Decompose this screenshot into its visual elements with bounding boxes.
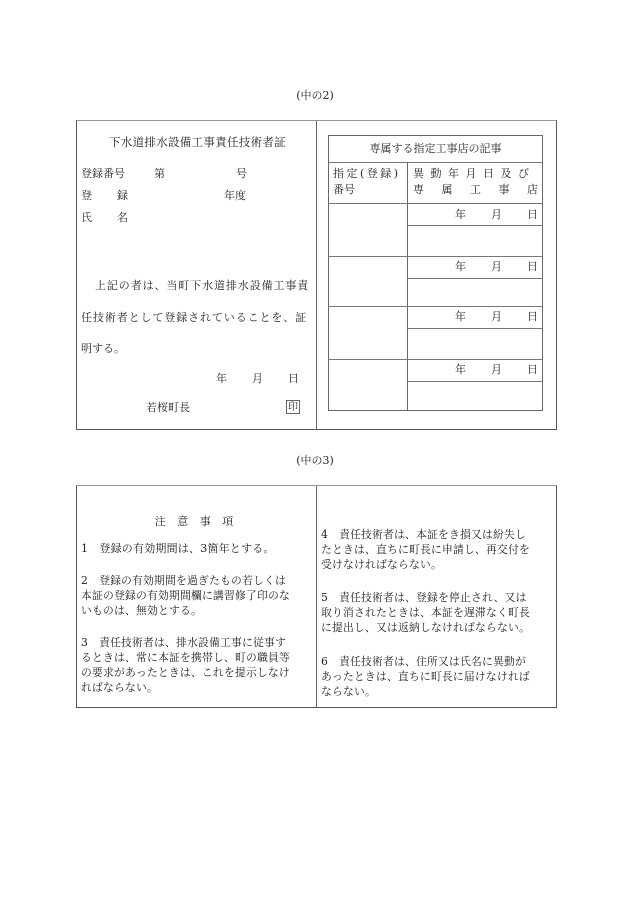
row-year: 年 bbox=[455, 363, 466, 376]
table-rule bbox=[408, 328, 543, 329]
table-rule bbox=[408, 381, 543, 382]
note-line: 2 登録の有効期間を過ぎたもの若しくは bbox=[81, 574, 287, 587]
section-heading-3: (中の3) bbox=[296, 454, 334, 467]
certificate-body-line-1: 上記の者は、当町下水道排水設備工事責 bbox=[95, 279, 310, 292]
table-column-divider bbox=[407, 162, 408, 411]
col1-header-line2: 番号 bbox=[333, 183, 355, 196]
note-line: 本証の登録の有効期間欄に講習修了印のな bbox=[81, 589, 290, 602]
registration-number-suffix: 号 bbox=[236, 167, 247, 180]
notes-title: 注 意 事 項 bbox=[154, 515, 238, 528]
note-line: 取り消されたときは、本証を遅滞なく町長 bbox=[321, 606, 530, 619]
note-6 bbox=[321, 654, 549, 699]
registration-label-2: 録 bbox=[117, 189, 128, 202]
note-line: の要求があったときは、これを提示しなけ bbox=[81, 666, 290, 679]
row-day: 日 bbox=[527, 208, 538, 221]
certificate-body-line-3: 明する。 bbox=[81, 342, 125, 355]
seal-mark: 印 bbox=[288, 402, 298, 413]
note-3 bbox=[81, 635, 309, 695]
panel-divider bbox=[316, 121, 317, 429]
table-rule bbox=[408, 278, 543, 279]
panel-divider bbox=[316, 486, 317, 707]
col2-header-line2: 専属工事店 bbox=[413, 183, 556, 196]
registration-year-suffix: 年度 bbox=[224, 189, 246, 202]
note-line: たときは、直ちに町長に申請し、再交付を bbox=[321, 543, 530, 556]
note-2 bbox=[81, 573, 309, 618]
record-table-title: 専属する指定工事店の記事 bbox=[369, 142, 502, 155]
date-day: 日 bbox=[288, 372, 299, 385]
row-year: 年 bbox=[455, 260, 466, 273]
row-month: 月 bbox=[491, 208, 502, 221]
table-rule bbox=[328, 306, 543, 307]
note-line: に提出し、又は返納しなければならない。 bbox=[321, 621, 530, 634]
note-line: 1 登録の有効期間は、3箇年とする。 bbox=[81, 542, 275, 555]
note-line: 3 責任技術者は、排水設備工事に従事す bbox=[81, 636, 287, 649]
note-line: ればならない。 bbox=[81, 681, 158, 694]
name-label-1: 氏 bbox=[81, 211, 92, 224]
note-4 bbox=[321, 527, 549, 572]
section-heading-2: (中の2) bbox=[296, 89, 334, 102]
date-year: 年 bbox=[216, 372, 227, 385]
row-month: 月 bbox=[491, 260, 502, 273]
certificate-title: 下水道排水設備工事責任技術者証 bbox=[109, 135, 286, 149]
table-rule bbox=[408, 225, 543, 226]
table-rule bbox=[328, 359, 543, 360]
col1-header-line1: 指定(登録) bbox=[333, 167, 401, 180]
col2-header-line1: 異動年月日及び bbox=[413, 167, 536, 180]
table-rule bbox=[328, 256, 543, 257]
note-line: 6 責任技術者は、住所又は氏名に異動が bbox=[321, 655, 527, 668]
certificate-body-line-2: 任技術者として登録されていることを、証 bbox=[81, 311, 308, 324]
row-year: 年 bbox=[455, 208, 466, 221]
row-month: 月 bbox=[491, 363, 502, 376]
note-5 bbox=[321, 590, 549, 635]
note-line: るときは、常に本証を携帯し、町の職員等 bbox=[81, 651, 290, 664]
note-line: ならない。 bbox=[321, 685, 376, 698]
date-month: 月 bbox=[252, 372, 263, 385]
row-year: 年 bbox=[455, 310, 466, 323]
note-line: 4 責任技術者は、本証をき損又は紛失し bbox=[321, 528, 527, 541]
row-month: 月 bbox=[491, 310, 502, 323]
issuer-name: 若桜町長 bbox=[146, 401, 190, 414]
name-label-2: 名 bbox=[117, 211, 128, 224]
table-rule bbox=[328, 203, 543, 204]
row-day: 日 bbox=[527, 363, 538, 376]
table-rule bbox=[328, 162, 543, 163]
row-day: 日 bbox=[527, 260, 538, 273]
note-1 bbox=[81, 541, 309, 556]
note-line: あったときは、直ちに町長に届けなければ bbox=[321, 670, 530, 683]
registration-label-1: 登 bbox=[81, 189, 92, 202]
registration-number-label: 登録番号 bbox=[81, 167, 125, 180]
registration-number-prefix: 第 bbox=[154, 167, 165, 180]
note-line: 5 責任技術者は、登録を停止され、又は bbox=[321, 591, 527, 604]
note-line: 受けなければならない。 bbox=[321, 558, 442, 571]
row-day: 日 bbox=[527, 310, 538, 323]
note-line: いものは、無効とする。 bbox=[81, 604, 202, 617]
